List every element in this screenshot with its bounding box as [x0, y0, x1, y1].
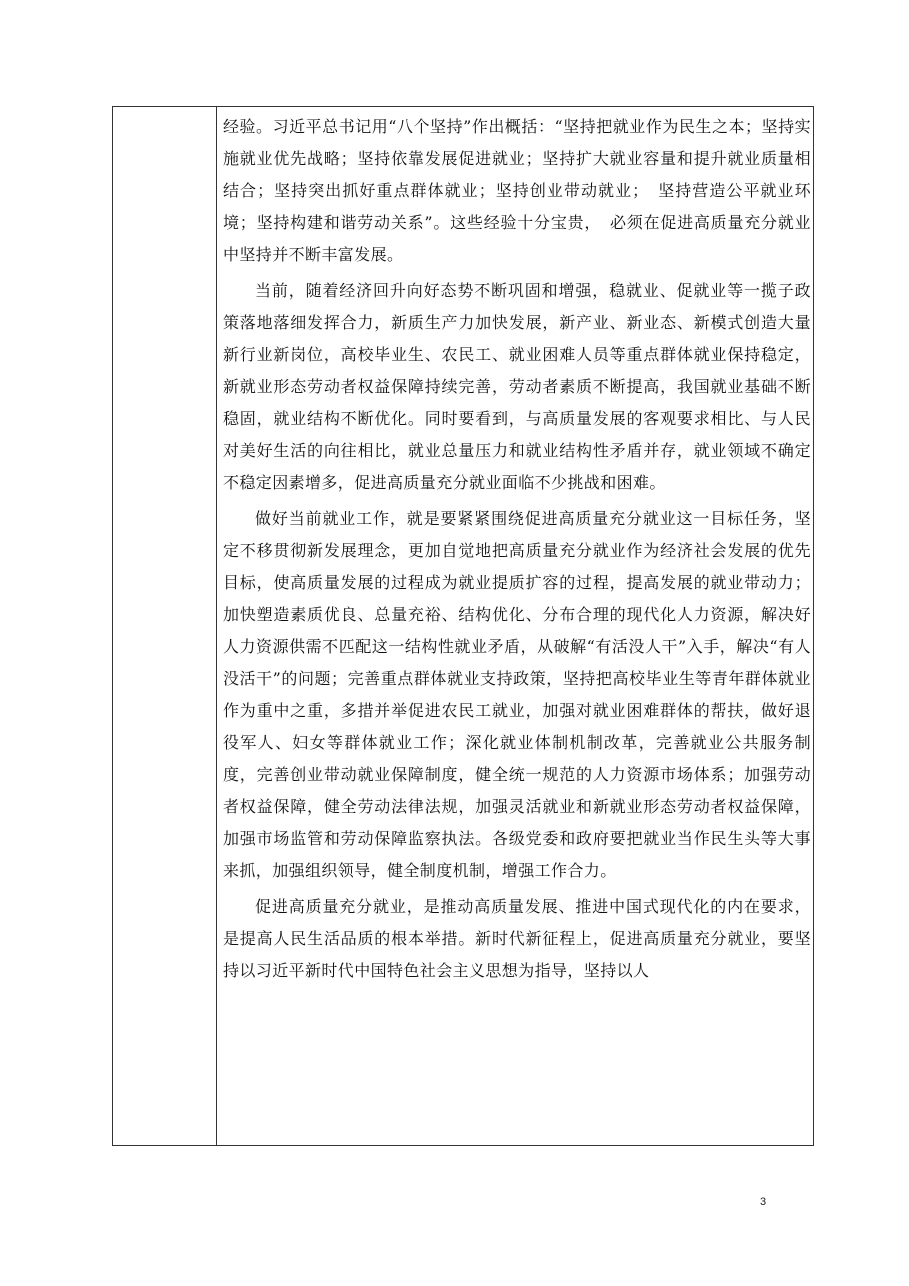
paragraph-3: 做好当前就业工作，就是要紧紧围绕促进高质量充分就业这一目标任务，坚定不移贯彻新发展理念，更加自觉地把高质量充分就业作为经济社会发展的优先目标，使高质量发展的过程成为就业提质扩容的过程，提高发展的就业带动力；加快塑造素质优良、总量充裕、结构优化、分布合理的现代化人力资源，解决好人力资源供需不匹配这一结构性就业矛盾，从破解“有活没人干”入手，解决“有人没活干”的问题；完善重点群体就业支持政策，坚持把高校毕业生等青年群体就业作为重中之重，多措并举促进农民工就业，加强对就业困难群体的帮扶，做好退役军人、妇女等群体就业工作；深化就业体制机制改革，完善就业公共服务制度，完善创业带动就业保障制度，健全统一规范的人力资源市场体系；加强劳动者权益保障，健全劳动法律法规，加强灵活就业和新就业形态劳动者权益保障，加强市场监管和劳动保障监察执法。各级党委和政府要把就业当作民生头等大事来抓，加强组织领导，健全制度机制，增强工作合力。 — [223, 509, 811, 880]
left-column-cell — [113, 107, 217, 1145]
paragraph-4: 促进高质量充分就业，是推动高质量发展、推进中国式现代化的内在要求，是提高人民生活品质的根本举措。新时代新征程上，促进高质量充分就业，要坚持以习近平新时代中国特色社会主义思想为指导，坚持以人 — [223, 897, 811, 980]
body-text-cell — [223, 111, 811, 991]
content-table — [112, 106, 814, 1146]
paragraph-1: 经验。习近平总书记用“八个坚持”作出概括：“坚持把就业作为民生之本；坚持实施就业优先战略；坚持依靠发展促进就业；坚持扩大就业容量和提升就业质量相结合；坚持突出抓好重点群体就业；坚持创业带动就业； 坚持营造公平就业环境；坚持构建和谐劳动关系”。这些经验十分宝贵， 必须在促进高质量充分就业中坚持并不断丰富发展。 — [223, 117, 811, 264]
page-number: 3 — [760, 1196, 767, 1208]
paragraph-2: 当前，随着经济回升向好态势不断巩固和增强，稳就业、促就业等一揽子政策落地落细发挥合力，新质生产力加快发展，新产业、新业态、新模式创造大量新行业新岗位，高校毕业生、农民工、就业困难人员等重点群体就业保持稳定，新就业形态劳动者权益保障持续完善，劳动者素质不断提高，我国就业基础不断稳固，就业结构不断优化。同时要看到，与高质量发展的客观要求相比、与人民对美好生活的向往相比，就业总量压力和就业结构性矛盾并存，就业领域不确定不稳定因素增多，促进高质量充分就业面临不少挑战和困难。 — [223, 281, 811, 492]
